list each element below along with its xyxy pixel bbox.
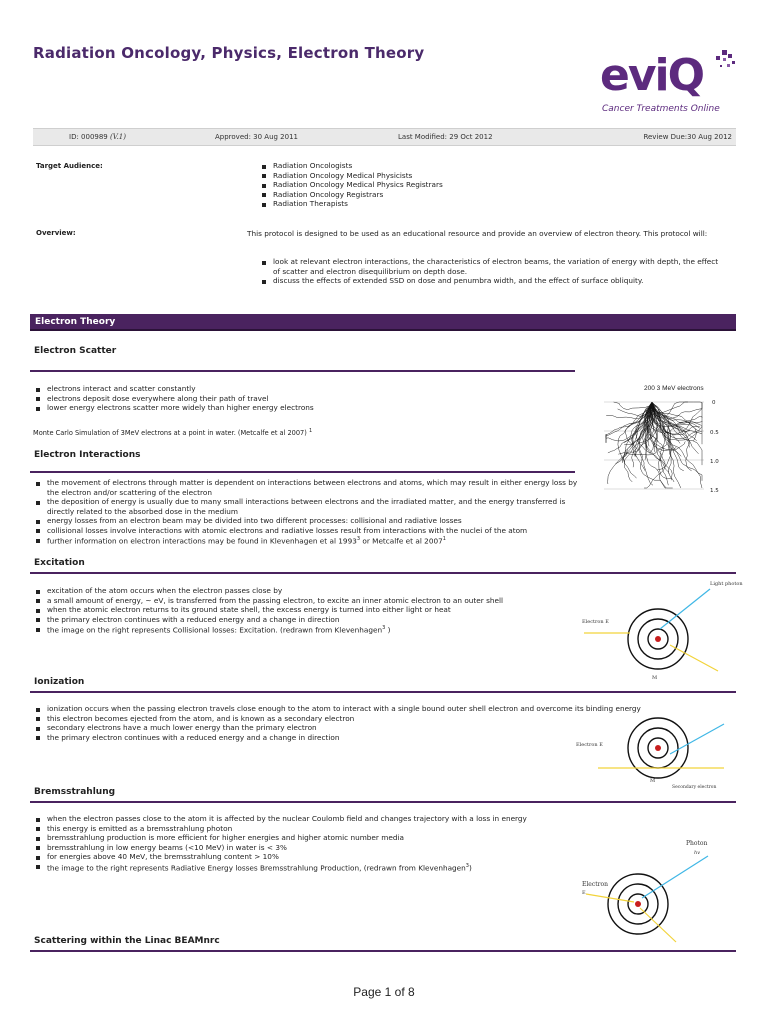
light-photon-arrow [660,589,710,629]
deflected-electron-arrow [640,908,676,942]
page-number: Page 1 of 8 [353,985,415,999]
list-item: this electron becomes ejected from the atom, and is known as a secondary electron [34,714,714,724]
bremsstrahlung-figure [580,832,736,947]
fig-depth-label: 0.5 [710,430,719,436]
list-item: look at relevant electron interactions, the characteristics of electron beams, the variation of energy with depth, the effect of scatter and electron disequilibrium on depth dose. [260,257,720,276]
list-item: the movement of electrons through matter is dependent on interactions between electrons and atoms, which may result in either energy loss by the electron and/or scattering of the electron [34,478,579,497]
section-rule [30,572,736,574]
ionization-figure [574,712,736,794]
target-audience-label: Target Audience: [36,162,103,170]
heading-electron-scatter: Electron Scatter [34,346,117,356]
scatter-caption: Monte Carlo Simulation of 3MeV electrons at a point in water. (Metcalfe et al 2007) $^1$ [33,428,313,438]
heading-linac-scattering: Scattering within the Linac BEAMnrc [34,936,220,946]
interactions-list [34,478,579,546]
overview-label: Overview: [36,229,76,237]
monte-carlo-electron-figure [576,376,736,498]
list-item: collisional losses involve interactions with atomic electrons and radiative losses result from interactions with the nuclei of the atom [34,526,579,536]
list-item: Radiation Oncology Registrars [260,190,660,200]
heading-bremsstrahlung: Bremsstrahlung [34,787,116,797]
bremsstrahlung-list [34,814,564,872]
electron-track [632,402,653,457]
list-item: Radiation Oncologists [260,161,660,171]
document-meta-bar [33,128,736,146]
fig-hv-label: hv [694,850,701,856]
fig-depth-label: 1.5 [710,488,719,494]
section-rule [30,691,736,693]
fig-electron-label: Electron E [582,619,609,625]
overview-text: This protocol is designed to be used as an educational resource and provide an overview of electron theory. This protocol will: [247,229,708,238]
list-item: the primary electron continues with a reduced energy and a change in direction [34,615,559,625]
list-item: lower energy electrons scatter more widely than higher energy electrons [34,403,554,413]
fig-m-label: M [652,675,658,681]
meta-approved: Approved: 30 Aug 2011 [215,133,298,141]
fig-depth-label: 1.0 [710,459,719,465]
list-item: excitation of the atom occurs when the electron passes close by [34,586,559,596]
electron-track [652,402,702,444]
list-item: this energy is emitted as a bremsstrahlung photon [34,824,564,834]
scatter-list [34,384,554,413]
target-audience-list [260,161,660,209]
list-item: the deposition of energy is usually due to many small interactions between electrons and the irradiated matter, and the energy transferred is directly related to the absorbed dose in the medium [34,497,579,516]
list-item: electrons deposit dose everywhere along their path of travel [34,394,554,404]
meta-id: ID: 000989 (V.1) [69,133,126,141]
page-title: Radiation Oncology, Physics, Electron Theory [33,44,425,62]
heading-excitation: Excitation [34,558,85,568]
nucleus [635,901,641,907]
list-item: for energies above 40 MeV, the bremsstrahlung content > 10% [34,852,564,862]
electron-tracks [606,402,702,488]
list-item: when the electron passes close to the atom it is affected by the nuclear Coulomb field and changes trajectory with a loss in energy [34,814,564,824]
list-item: Radiation Therapists [260,199,660,209]
overview-list [260,257,720,286]
list-item: bremsstrahlung in low energy beams (<10 MeV) in water is < 3% [34,843,564,853]
section-rule [30,370,575,372]
list-item: secondary electrons have a much lower energy than the primary electron [34,723,714,733]
list-item: further information on electron interactions may be found in Klevenhagen et al 1993$^3$ or Metcalfe et al 2007$^1$ [34,535,579,546]
fig-photon-label: Photon [686,840,708,847]
fig-electron-label: Electron E [576,742,603,748]
section-rule [30,950,736,952]
list-item: when the atomic electron returns to its ground state shell, the excess energy is turned into either light or heat [34,605,559,615]
fig-m-label: M [650,778,656,784]
list-item: discuss the effects of extended SSD on dose and penumbra width, and the effect of surface obliquity. [260,276,720,286]
list-item: electrons interact and scatter constantly [34,384,554,394]
eviq-logo [600,48,740,120]
fig-secondary-label: Secondary electron [672,785,717,790]
nucleus [655,745,661,751]
meta-review: Review Due:30 Aug 2012 [643,133,732,141]
section-rule [30,801,736,803]
meta-modified: Last Modified: 29 Oct 2012 [398,133,493,141]
fig-depth-label: 0 [712,400,716,406]
section-header-electron-theory: Electron Theory [30,314,736,331]
fig-electron-label: Electron [582,881,608,888]
list-item: Radiation Oncology Medical Physics Registrars [260,180,660,190]
list-item: the primary electron continues with a reduced energy and a change in direction [34,733,714,743]
fig-light-label: Light photon [710,581,743,587]
electron-track [652,402,700,435]
nucleus [655,636,661,642]
list-item: ionization occurs when the passing electron travels close enough to the atom to interact with a single bound outer shell electron and overcome its binding energy [34,704,714,714]
excitation-list [34,586,559,635]
logo-tagline: Cancer Treatments Online [602,104,720,114]
list-item: the image to the right represents Radiative Energy losses Bremsstrahlung Production, (redrawn from Klevenhagen$^3$) [34,862,564,873]
secondary-electron-arrow [670,724,724,754]
logo-dots-icon [708,48,738,78]
logo-word: eviQ [600,50,704,101]
section-rule [30,471,575,473]
list-item: energy losses from an electron beam may be divided into two different processes: collisional and radiative losses [34,516,579,526]
scattered-electron-arrow [670,645,718,671]
meta-version: (V.1) [110,133,126,141]
list-item: the image on the right represents Collisional losses: Excitation. (redrawn from Klevenhagen$^3$ ) [34,624,559,635]
heading-ionization: Ionization [34,677,85,687]
excitation-figure [578,575,743,681]
fig-e-label: E [582,890,586,896]
list-item: bremsstrahlung production is more efficient for higher energies and higher atomic number media [34,833,564,843]
heading-electron-interactions: Electron Interactions [34,450,141,460]
fig-label: 200 3 MeV electrons [644,385,704,392]
list-item: a small amount of energy, ~ eV, is transferred from the passing electron, to excite an inner atomic electron to an outer shell [34,596,559,606]
list-item: Radiation Oncology Medical Physicists [260,171,660,181]
